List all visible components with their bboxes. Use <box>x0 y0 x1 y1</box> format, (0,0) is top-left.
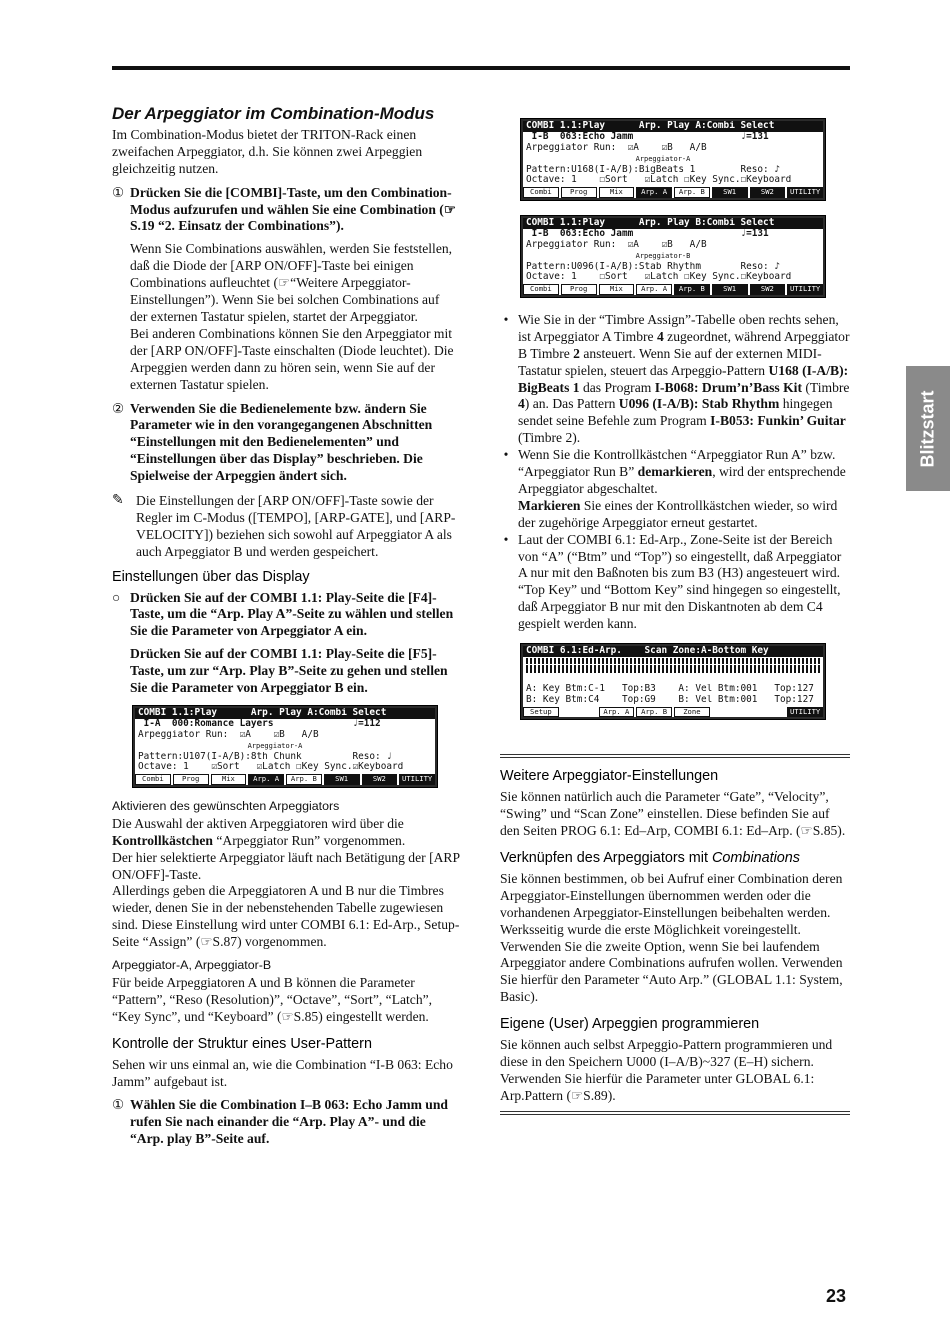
b1-o: (Timbre 2). <box>518 430 581 446</box>
activate-bold: Kontrollkästchen <box>112 832 213 848</box>
lcd-tab: Arp. A <box>636 187 672 198</box>
b1-l: U096 (I-A/B): Stab Rhythm <box>618 396 780 412</box>
lcd-tab: SW2 <box>362 774 398 785</box>
step-number: ① <box>112 184 125 200</box>
lcd-tab: UTILITY <box>399 774 435 785</box>
lcd-tab: Zone <box>674 707 710 718</box>
step-2 <box>112 401 460 486</box>
step-2-instruction: Verwenden Sie die Bedienelemente bzw. ändern Sie Parameter wie in den vorangegangenen Abschnitten “Einstellungen mit den Bedienelementen” und “Einstellungen über das Display” beschrieben. Die Spielweise der Arpeggien ändert sich. <box>130 400 433 484</box>
circle-bullet-icon: ○ <box>112 589 121 605</box>
b2-b: demarkieren <box>637 464 713 480</box>
activate-text-a <box>112 816 460 850</box>
lcd-pattern: Pattern:U096(I-A/B):Stab Rhythm Reso: ♪ <box>526 261 780 272</box>
section-title: Der Arpeggiator im Combination-Modus <box>112 104 435 123</box>
lcd-arp-run: Arpeggiator Run: ☑A ☑B A/B <box>138 729 319 740</box>
display-heading: Einstellungen über das Display <box>112 568 310 585</box>
lcd-octave: Octave: 1 ☐Sort ☑Latch ☐Key Sync.☐Keyboard <box>526 175 792 186</box>
b1-f: U168 (I-A/B): BigBeats 1 <box>518 362 849 395</box>
lcd-arp-label: Arpeggiator-A <box>138 741 303 750</box>
struct-step <box>112 1097 460 1148</box>
lcd-tab: Prog <box>173 774 209 785</box>
left-column <box>112 106 460 1148</box>
struct-heading: Kontrolle der Struktur eines User-Pattern <box>112 1035 372 1052</box>
lcd-zone-b: B: Key Btm:C4 Top:G9 B: Vel Btm:001 Top:127 <box>526 694 814 705</box>
lcd-screen-arp-play-b-echo <box>520 215 826 298</box>
lcd-arp-run: Arpeggiator Run: ☑A ☑B A/B <box>526 142 707 153</box>
b1-e: ansteuert. Wenn Sie auf der externen MIDI-Tastatur spielen, steuert das Arpeggio-Pattern <box>518 345 822 378</box>
lcd-screen-scan-zone <box>520 643 826 720</box>
eigene-text-b: Verwenden Sie hierfür die Parameter unter GLOBAL 6.1: Arp.Pattern (☞S.89). <box>500 1070 815 1103</box>
lcd-screen-arp-play-a-echo <box>520 118 826 201</box>
note-pencil-icon: ✎ <box>112 493 124 509</box>
lcd-octave: Octave: 1 ☐Sort ☑Latch ☐Key Sync.☐Keyboard <box>526 272 792 283</box>
lcd-tab: Arp. B <box>286 774 322 785</box>
b1-j: 4 <box>518 396 525 412</box>
display-step-a <box>112 590 460 641</box>
intro-paragraph: Im Combination-Modus bietet der TRITON-Rack einen zweifachen Arpeggiator, d.h. Sie können zwei Arpeggien gleichzeitig nutzen. <box>112 126 423 176</box>
bullet-1-text <box>518 312 850 447</box>
bullet-item <box>500 532 850 633</box>
eigene-heading: Eigene (User) Arpeggien programmieren <box>500 1016 760 1033</box>
step-number: ② <box>112 400 125 416</box>
verk-text-b: Werksseitig wurde die erste Möglichkeit voreingestellt. Verwenden Sie die zweite Option, wenn Sie bei laufendem Arpeggiator andere Combinations aufrufen wollen. Verwenden Sie hierfür den Parameter “Auto Arp.” (GLOBAL 1.1: System, Basic). <box>500 921 843 1005</box>
struct-text: Sehen wir uns einmal an, wie die Combination “I-B 063: Echo Jamm” aufgebaut ist. <box>112 1056 453 1089</box>
lcd-zone-graphic <box>526 665 820 673</box>
lcd-tab: Mix <box>599 284 635 295</box>
lcd-tab: Setup <box>523 707 559 718</box>
activate-text-a1: Die Auswahl der aktiven Arpeggiatoren wird über die <box>112 815 404 831</box>
lcd-tab: Arp. B <box>636 707 672 718</box>
b1-d: 2 <box>573 345 580 361</box>
weitere-text: Sie können natürlich auch die Parameter “Gate”, “Velocity”, “Swing” und “Scan Zone” einstellen. Diese befinden Sie auf den Seiten PROG 6.1: Ed–Arp, COMBI 6.1: Ed–Arp. (☞S.85). <box>500 789 846 839</box>
step-number: ① <box>112 1097 125 1113</box>
bullet-3-text: Laut der COMBI 6.1: Ed-Arp., Zone-Seite ist der Bereich von “A” (“Btm” und “Top”) so eingestellt, daß Arpeggiator A nur mit den Baßnoten bis zum B3 (H3) angesteuert wird. “Top Key” und “Bottom Key” sind hingegen so eingestellt, daß Arpeggiator B nur mit den Diskantnoten ab dem C4 gespielt werden kann. <box>518 531 842 632</box>
lcd-screen-arp-play-a-romance <box>132 705 438 788</box>
b1-h: I-B068: Drum’n’Bass Kit <box>654 379 802 395</box>
b1-a: Wie Sie in der “Timbre Assign”-Tabelle oben rechts sehen, ist Arpeggiator A Timbre <box>518 311 839 344</box>
verk-text-a: Sie können bestimmen, ob bei Aufruf einer Combination deren Arpeggiator-Einstellungen übernommen werden oder die vorhandenen Arpeggiator-Einstellungen beibehalten werden. <box>500 870 843 920</box>
page-number: 23 <box>826 1286 847 1306</box>
b1-c: zugeordnet, während Arpeggiator B Timbre <box>518 328 850 361</box>
lcd-tab: Arp. B <box>674 187 710 198</box>
struct-step-text: Wählen Sie die Combination I–B 063: Echo Jamm und rufen Sie nach einander die “Arp. Play A”- und die “Arp. play B”-Seite auf. <box>130 1097 448 1147</box>
lcd-arp-label: Arpeggiator-A <box>526 154 691 163</box>
step-1-text-b: Bei anderen Combinations können Sie den Arpeggiator mit der [ARP ON/OFF]-Taste einschalten (Diode leuchtet). Die Arpeggien werden dann zu hören sein, wenn Sie auf der externen Tastatur spielen. <box>130 325 454 392</box>
step-1-instruction: Drücken Sie die [COMBI]-Taste, um den Combination-Modus aufzurufen und wählen Sie eine Combination (☞S.19 “2. Einsatz der Combinations”). <box>130 184 457 234</box>
verk-heading-a: Verknüpfen des Arpeggiators mit <box>500 849 712 866</box>
lcd-tab: UTILITY <box>787 187 823 198</box>
b2-d: Markieren <box>518 497 581 513</box>
verk-heading <box>500 850 850 867</box>
side-tab-label: Blitzstart <box>917 389 938 468</box>
b2-e: Sie eines der Kontrollkästchen wieder, so wird der zugehörige Arpeggiator erneut gestartet. <box>518 497 838 530</box>
b1-b: 4 <box>656 328 664 344</box>
lcd-tab: Arp. A <box>599 707 635 718</box>
step-1-text-a: Wenn Sie Combinations auswählen, werden Sie feststellen, daß die Diode der [ARP ON/OFF]-Taste bei einigen Combinations aufleuchtet (☞“Weitere Arpeggiator-Einstellungen”). Wenn Sie bei solchen Combinations auf der externen Tastatur spielen, startet der Arpeggiator. <box>130 241 453 324</box>
lcd-tab: SW1 <box>712 187 748 198</box>
lcd-tab: Mix <box>211 774 247 785</box>
b1-k: ) an. Das Pattern <box>524 396 619 412</box>
lcd-tab: Arp. A <box>248 774 284 785</box>
lcd-tab: SW1 <box>324 774 360 785</box>
eigene-text-a: Sie können auch selbst Arpeggio-Pattern programmieren und diese in den Speichern U000 (I–A/B)~327 (E–H) sichern. <box>500 1037 833 1069</box>
lcd-tab: Prog <box>561 284 597 295</box>
lcd-tab: SW2 <box>750 187 786 198</box>
weitere-heading: Weitere Arpeggiator-Einstellungen <box>500 768 719 785</box>
b1-n: I-B053: Funkin’ Guitar <box>710 413 846 429</box>
lcd-tab: Combi <box>523 187 559 198</box>
b2-a: Wenn Sie die Kontrollkästchen “Arpeggiator Run A” bzw. “Arpeggiator Run B” <box>518 447 836 480</box>
bullet-dot: • <box>503 311 509 327</box>
lcd-arp-label: Arpeggiator-B <box>526 251 691 260</box>
lcd-tab: UTILITY <box>787 284 823 295</box>
note-text: Die Einstellungen der [ARP ON/OFF]-Taste sowie der Regler im C-Modus ([TEMPO], [ARP-GATE], und [ARP-VELOCITY]) beziehen sich sowohl auf Arpeggiator A als auch Arpeggiator B und werden gespeichert. <box>136 493 456 559</box>
right-column <box>500 118 850 1125</box>
lcd-tab: SW2 <box>750 284 786 295</box>
lcd-arp-run: Arpeggiator Run: ☑A ☑B A/B <box>526 239 707 250</box>
lcd-tab: Combi <box>523 284 559 295</box>
lcd-pattern: Pattern:U168(I-A/B):BigBeats 1 Reso: ♪ <box>526 164 780 175</box>
lcd-tab <box>712 707 748 718</box>
lcd-tab: SW1 <box>712 284 748 295</box>
bullet-dot: • <box>503 447 509 463</box>
lcd-tab <box>750 707 786 718</box>
lcd-tab: Arp. B <box>674 284 710 295</box>
activate-text-b: Der hier selektierte Arpeggiator läuft nach Betätigung der [ARP ON/OFF]-Taste. <box>112 849 460 882</box>
top-rule <box>112 66 850 70</box>
lcd-zone-a: A: Key Btm:C-1 Top:B3 A: Vel Btm:001 Top:127 <box>526 683 814 694</box>
activate-heading: Aktivieren des gewünschten Arpeggiators <box>112 798 340 813</box>
lcd-combi-name: I-A 000:Romance Layers ♩=112 <box>138 718 381 729</box>
ab-heading: Arpeggiator-A, Arpeggiator-B <box>112 958 272 973</box>
double-rule <box>500 754 850 758</box>
bullet-dot: • <box>503 531 509 547</box>
lcd-header: COMBI 1.1:Play Arp. Play B:Combi Select <box>523 218 823 229</box>
verk-heading-b: Combinations <box>712 849 800 866</box>
lcd-tab: Arp. A <box>636 284 672 295</box>
display-step-a-text: Drücken Sie auf der COMBI 1.1: Play-Seite die [F4]-Taste, um die “Arp. Play A”-Seite zu wählen und stellen Sie die Parameter von Arpeggiator A ein. <box>130 589 454 639</box>
bullet-item <box>500 447 850 532</box>
lcd-combi-name: I-B 063:Echo Jamm ♩=131 <box>526 228 769 239</box>
lcd-header: COMBI 1.1:Play Arp. Play A:Combi Select <box>135 708 435 719</box>
lcd-tab: Combi <box>135 774 171 785</box>
lcd-keyboard-graphic <box>526 658 820 664</box>
lcd-header: COMBI 1.1:Play Arp. Play A:Combi Select <box>523 121 823 132</box>
lcd-tab: Mix <box>599 187 635 198</box>
display-step-b-text: Drücken Sie auf der COMBI 1.1: Play-Seite die [F5]-Taste, um zur “Arp. Play B”-Seite zu gehen und stellen Sie die Parameter von Arpeggiator B ein. <box>130 646 448 696</box>
lcd-tab <box>561 707 597 718</box>
note <box>112 493 460 561</box>
b2-c: , wird der entsprechende Arpeggiator abgeschaltet. <box>518 464 846 496</box>
b1-m: hingegen sendet seine Befehle zum Program <box>518 396 833 429</box>
lcd-combi-name: I-B 063:Echo Jamm ♩=131 <box>526 131 769 142</box>
side-tab <box>906 366 950 491</box>
lcd-tab: Prog <box>561 187 597 198</box>
lcd-header: COMBI 6.1:Ed-Arp. Scan Zone:A-Bottom Key <box>523 646 823 657</box>
lcd-pattern: Pattern:U107(I-A/B):8th Chunk Reso: ♩ <box>138 751 392 762</box>
b1-g: das Program <box>579 379 655 395</box>
double-rule <box>500 1111 850 1115</box>
bullet-item <box>500 312 850 447</box>
step-1 <box>112 185 460 236</box>
activate-text-c: Allerdings geben die Arpeggiatoren A und B nur die Timbres wieder, denen Sie in der nebenstehenden Tabelle zugewiesen sind. Diese Einstellung wird unter COMBI 6.1: Ed-Arp., Setup-Seite “Assign” (☞S.87) vorgenommen. <box>112 883 460 950</box>
lcd-octave: Octave: 1 ☑Sort ☑Latch ☐Key Sync.☑Keyboard <box>138 762 404 773</box>
bullet-2-text <box>518 447 850 532</box>
b1-i: (Timbre <box>801 379 850 395</box>
activate-text-a2: “Arpeggiator Run” vorgenommen. <box>212 832 406 848</box>
ab-text: Für beide Arpeggiatoren A und B können die Parameter “Pattern”, “Reso (Resolution)”, “Octave”, “Sort”, “Latch”, “Key Sync”, und “Keyboard” (☞S.85) eingestellt werden. <box>112 975 433 1024</box>
lcd-tab: UTILITY <box>787 707 823 718</box>
